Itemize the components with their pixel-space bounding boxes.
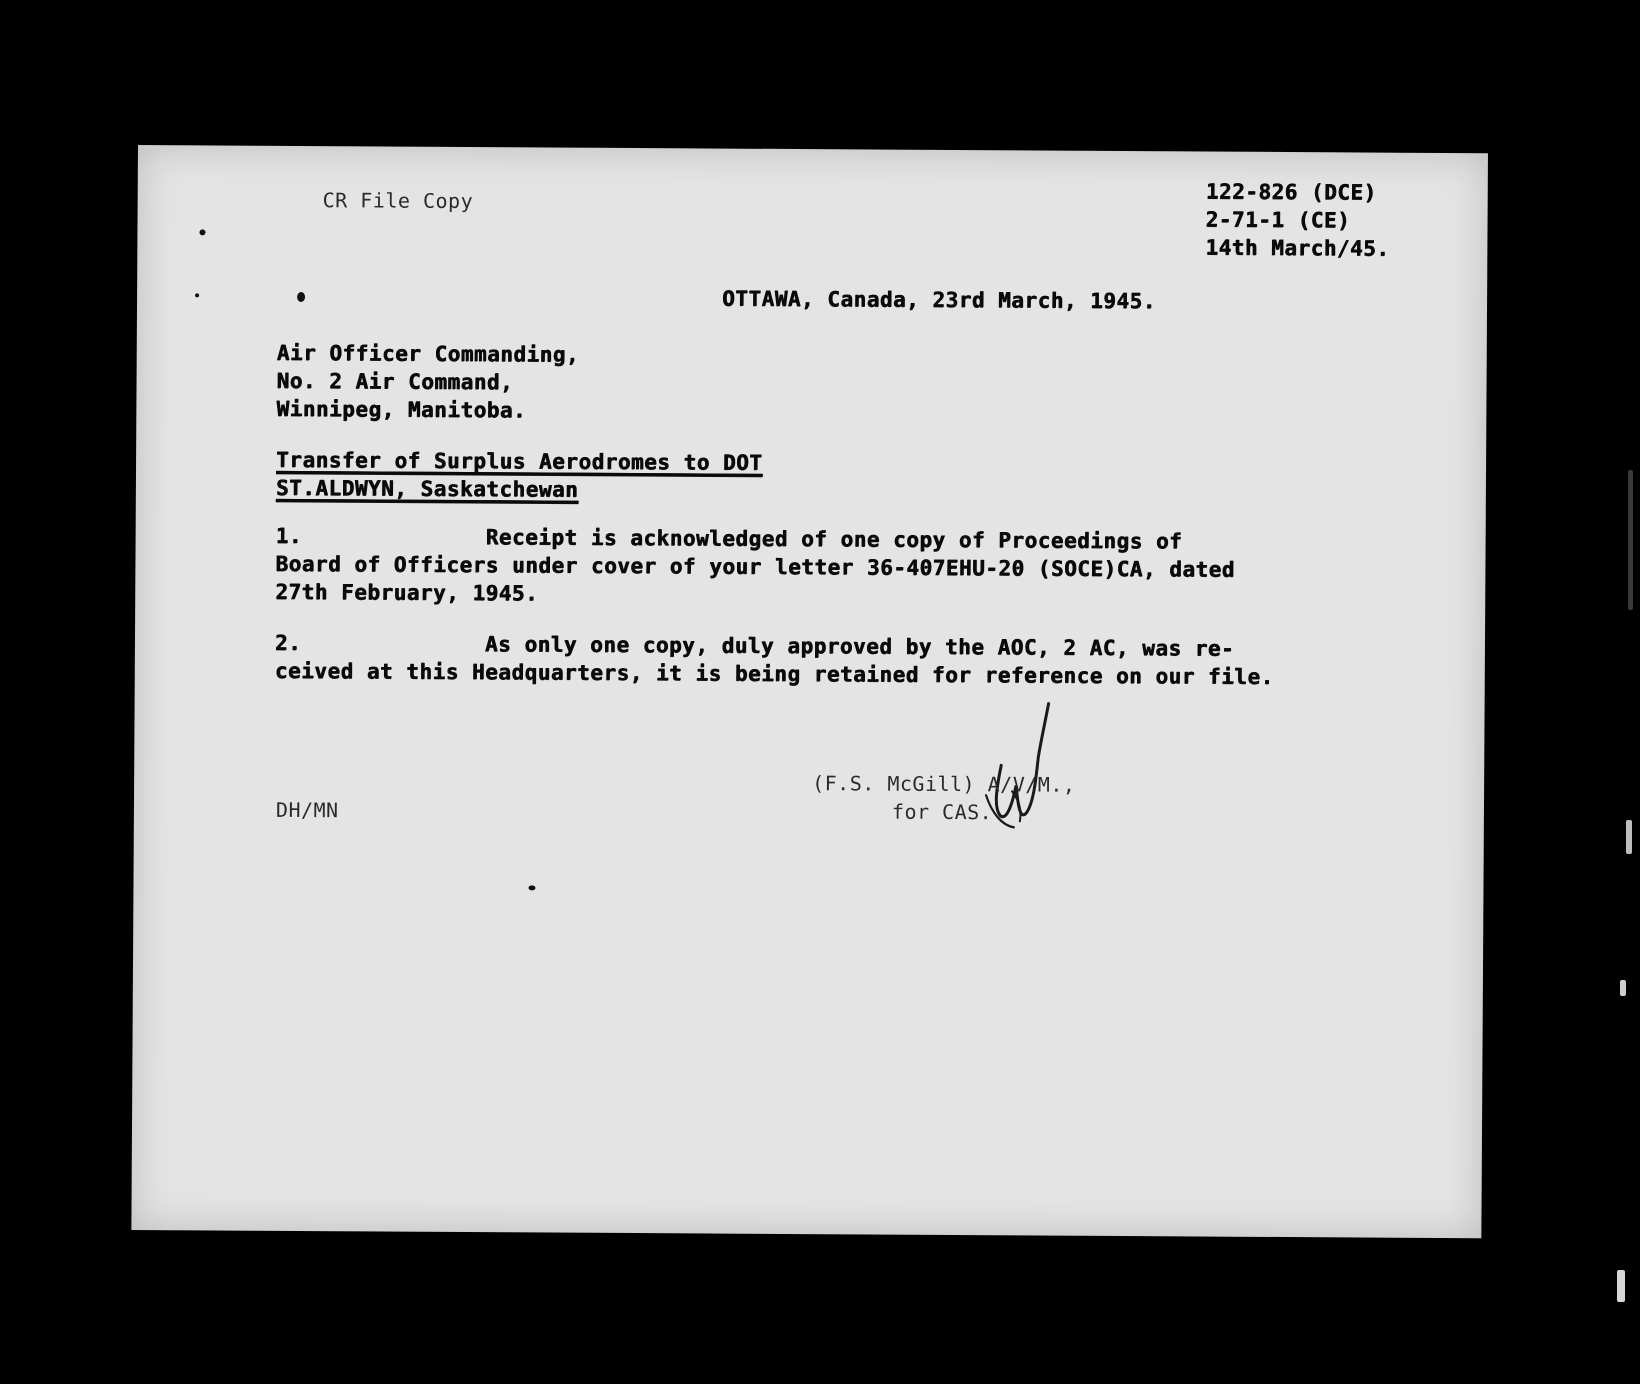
scan-speck [199,229,205,235]
signature-for-line: for CAS. [891,799,993,825]
paragraph-1-line-2: Board of Officers under cover of your letter 36-407EHU-20 (SOCE)CA, dated [275,551,1235,582]
addressee-line-3: Winnipeg, Manitoba. [276,396,527,423]
paragraph-2-line-1: As only one copy, duly approved by the AOC, 2 AC, was re- [484,632,1235,661]
paragraph-1-line-1: Receipt is acknowledged of one copy of Proceedings of [485,525,1183,554]
reference-line-3: 14th March/45. [1205,235,1390,261]
edge-mark [1620,980,1626,996]
file-copy-label: CR File Copy [322,188,474,214]
reference-line-2: 2-71-1 (CE) [1205,207,1351,233]
place-date: OTTAWA, Canada, 23rd March, 1945. [721,286,1156,314]
typist-initials: DH/MN [275,797,339,823]
paragraph-2-line-2: ceived at this Headquarters, it is being retained for reference on our file. [274,658,1274,689]
letter-sheet [131,145,1488,1238]
reference-line-1: 122-826 (DCE) [1205,179,1377,205]
subject-line-1: Transfer of Surplus Aerodromes to DOT [276,447,763,475]
addressee-line-2: No. 2 Air Command, [276,368,514,395]
scan-speck [297,292,305,302]
paragraph-1-line-3: 27th February, 1945. [275,579,539,606]
scan-speck [195,293,199,297]
paragraph-2-number: 2. [274,630,302,656]
scan-speck [528,885,535,890]
paragraph-1-number: 1. [275,523,302,549]
subject-line-2: ST.ALDWYN, Saskatchewan [275,475,579,502]
edge-mark [1617,1270,1625,1302]
edge-mark [1626,820,1632,854]
edge-mark [1628,470,1633,610]
signature-name-line: (F.S. McGill) A/V/M., [812,771,1076,797]
addressee-line-1: Air Officer Commanding, [276,340,580,367]
